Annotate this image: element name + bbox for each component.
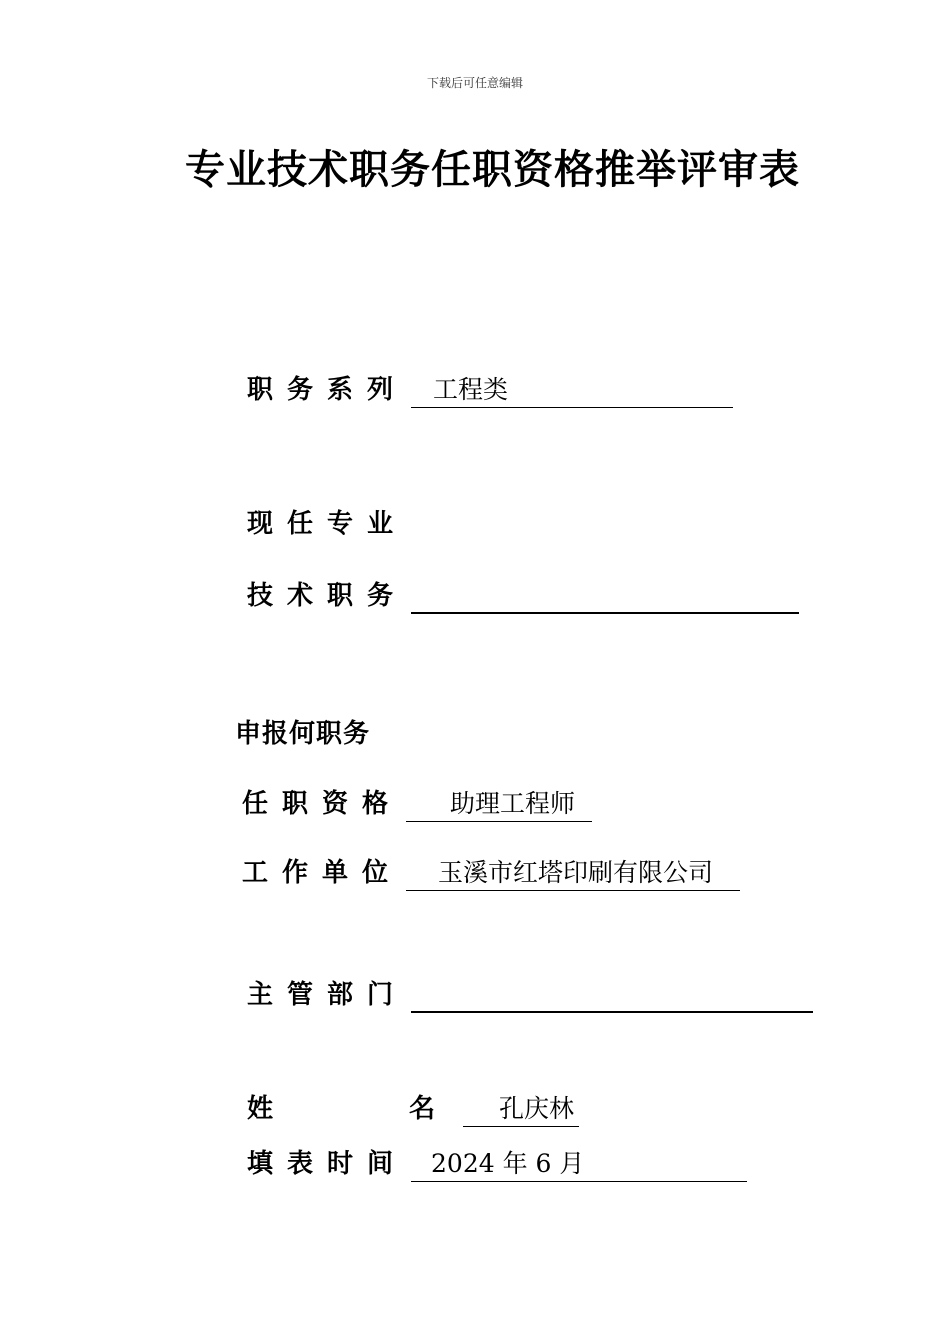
row-qualification [242,786,592,822]
document-title: 专业技术职务任职资格推举评审表 [185,147,800,193]
row-apply-post [235,716,370,752]
header-note: 下载后可任意编辑 [426,76,523,90]
employer-field[interactable] [406,855,740,891]
series-label: 职务系列 [247,375,408,405]
qualification-field[interactable] [406,786,592,822]
series-field[interactable] [411,372,733,408]
qualification-value: 助理工程师 [450,789,576,818]
department-label: 主管部门 [247,980,408,1010]
tech-post-label: 技术职务 [247,581,408,611]
row-current-major [247,506,407,542]
row-employer [242,855,740,891]
qualification-label: 任职资格 [242,789,403,819]
row-tech-post [247,578,799,614]
name-value: 孔庆林 [499,1094,575,1123]
row-series [247,372,733,408]
row-department [247,977,813,1013]
name-label: 姓 名 [247,1094,464,1124]
current-major-label: 现任专业 [247,509,408,539]
row-name [247,1091,579,1127]
series-value: 工程类 [433,375,509,404]
name-field[interactable] [463,1091,579,1127]
fill-date-value: 2024 年 6 月 [431,1149,585,1178]
tech-post-field[interactable] [411,578,799,614]
row-fill-date [247,1146,747,1182]
fill-date-field[interactable] [411,1146,747,1182]
employer-label: 工作单位 [242,858,403,888]
employer-value: 玉溪市红塔印刷有限公司 [438,858,714,887]
department-field[interactable] [411,977,813,1013]
apply-post-label: 申报何职务 [235,719,371,749]
fill-date-label: 填表时间 [247,1149,408,1179]
